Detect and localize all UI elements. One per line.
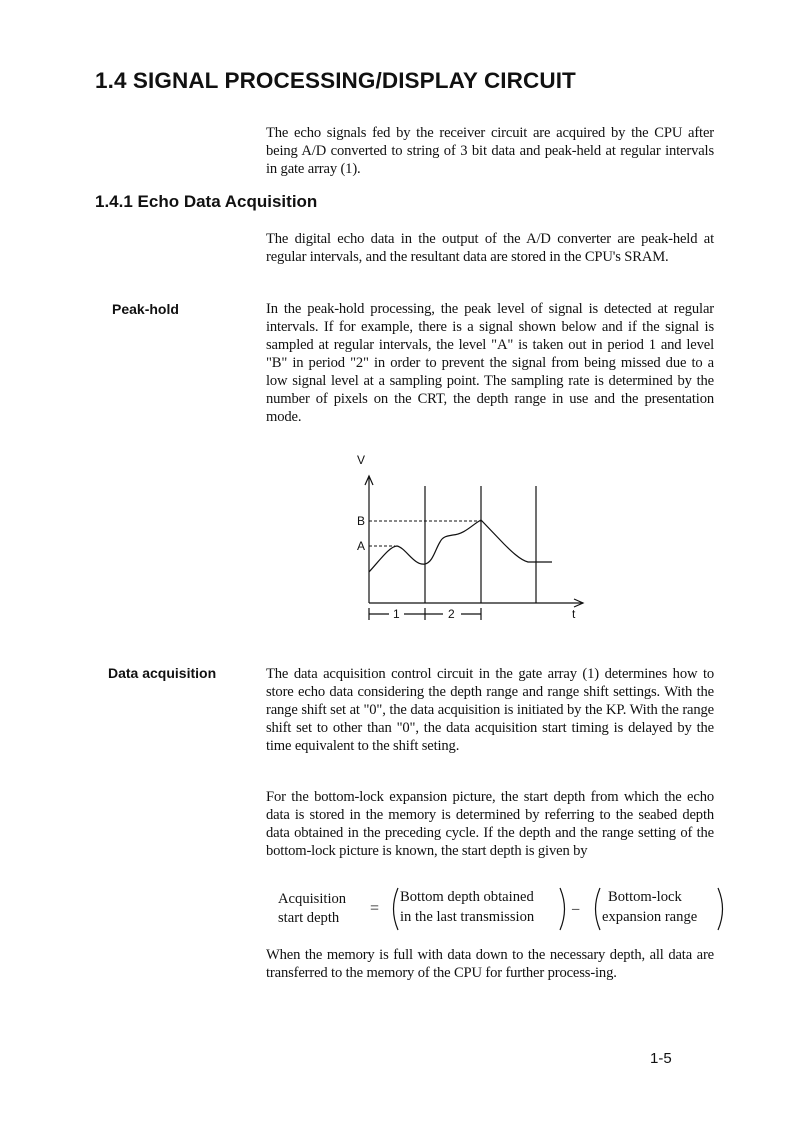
subsection-intro: The digital echo data in the output of the A/D converter are peak-held at regular intervals, and the resultant data are stored in the CPU's SRAM. <box>266 231 714 265</box>
peak-hold-label: Peak-hold <box>112 301 179 317</box>
eq-paren-close-2 <box>716 886 728 932</box>
data-acquisition-text-1: The data acquisition control circuit in the gate array (1) determines how to store echo data considering the depth range and range shift settings. With the range shift set at "0", the data acquisition is initiated by the KP. With the range shift set to other than "0", the data acquisition start timing is delayed by the time equivalent to the shift seting. <box>266 666 714 754</box>
page-number: 1-5 <box>650 1050 672 1067</box>
period-2-label: 2 <box>448 607 455 621</box>
eq-paren-open-1 <box>388 886 400 932</box>
eq-term2-line1: Bottom-lock <box>608 889 682 905</box>
data-acquisition-text-2: For the bottom-lock expansion picture, the start depth from which the echo data is stored in the memory is determined by referring to the seabed depth data obtained in the preceding cycle. If the depth and the range setting of the bottom-lock picture is known, the start depth is given by <box>266 789 714 859</box>
data-acquisition-text-3: When the memory is full with data down to the necessary depth, all data are transferred to the memory of the CPU for further process-ing. <box>266 947 714 981</box>
level-b-label: B <box>357 514 366 528</box>
v-axis-label: V <box>357 453 366 467</box>
section-title: 1.4 SIGNAL PROCESSING/DISPLAY CIRCUIT <box>95 68 576 93</box>
peak-hold-figure <box>340 450 600 630</box>
subsection-title: 1.4.1 Echo Data Acquisition <box>95 192 318 211</box>
signal-curve <box>369 520 552 572</box>
start-depth-equation <box>276 886 736 932</box>
eq-paren-open-2 <box>590 886 602 932</box>
data-acquisition-label: Data acquisition <box>108 665 217 681</box>
eq-paren-close-1 <box>558 886 570 932</box>
eq-term1-line2: in the last transmission <box>400 909 535 925</box>
period-1-label: 1 <box>393 607 400 621</box>
t-axis-label: t <box>572 607 576 621</box>
eq-lhs-line1: Acquisition <box>278 891 347 907</box>
eq-minus: – <box>572 901 580 917</box>
peak-hold-text: In the peak-hold processing, the peak level of signal is detected at regular intervals. If for example, there is a signal shown below and if the signal is sampled at regular intervals, the level "A" is taken out in period 1 and level "B" in period "2" in order to prevent the signal from being missed due to a low signal level at a sampling point. The sampling rate is determined by the number of pixels on the CRT, the depth range in use and the presentation mode. <box>266 301 714 425</box>
eq-lhs-line2: start depth <box>278 910 340 926</box>
eq-term2-line2: expansion range <box>602 909 698 925</box>
eq-term1-line1: Bottom depth obtained <box>400 889 534 905</box>
eq-equals: = <box>370 900 380 917</box>
section-intro: The echo signals fed by the receiver circuit are acquired by the CPU after being A/D converted to string of 3 bit data and peak-held at regular intervals in gate array (1). <box>266 125 714 177</box>
level-a-label: A <box>357 539 366 553</box>
